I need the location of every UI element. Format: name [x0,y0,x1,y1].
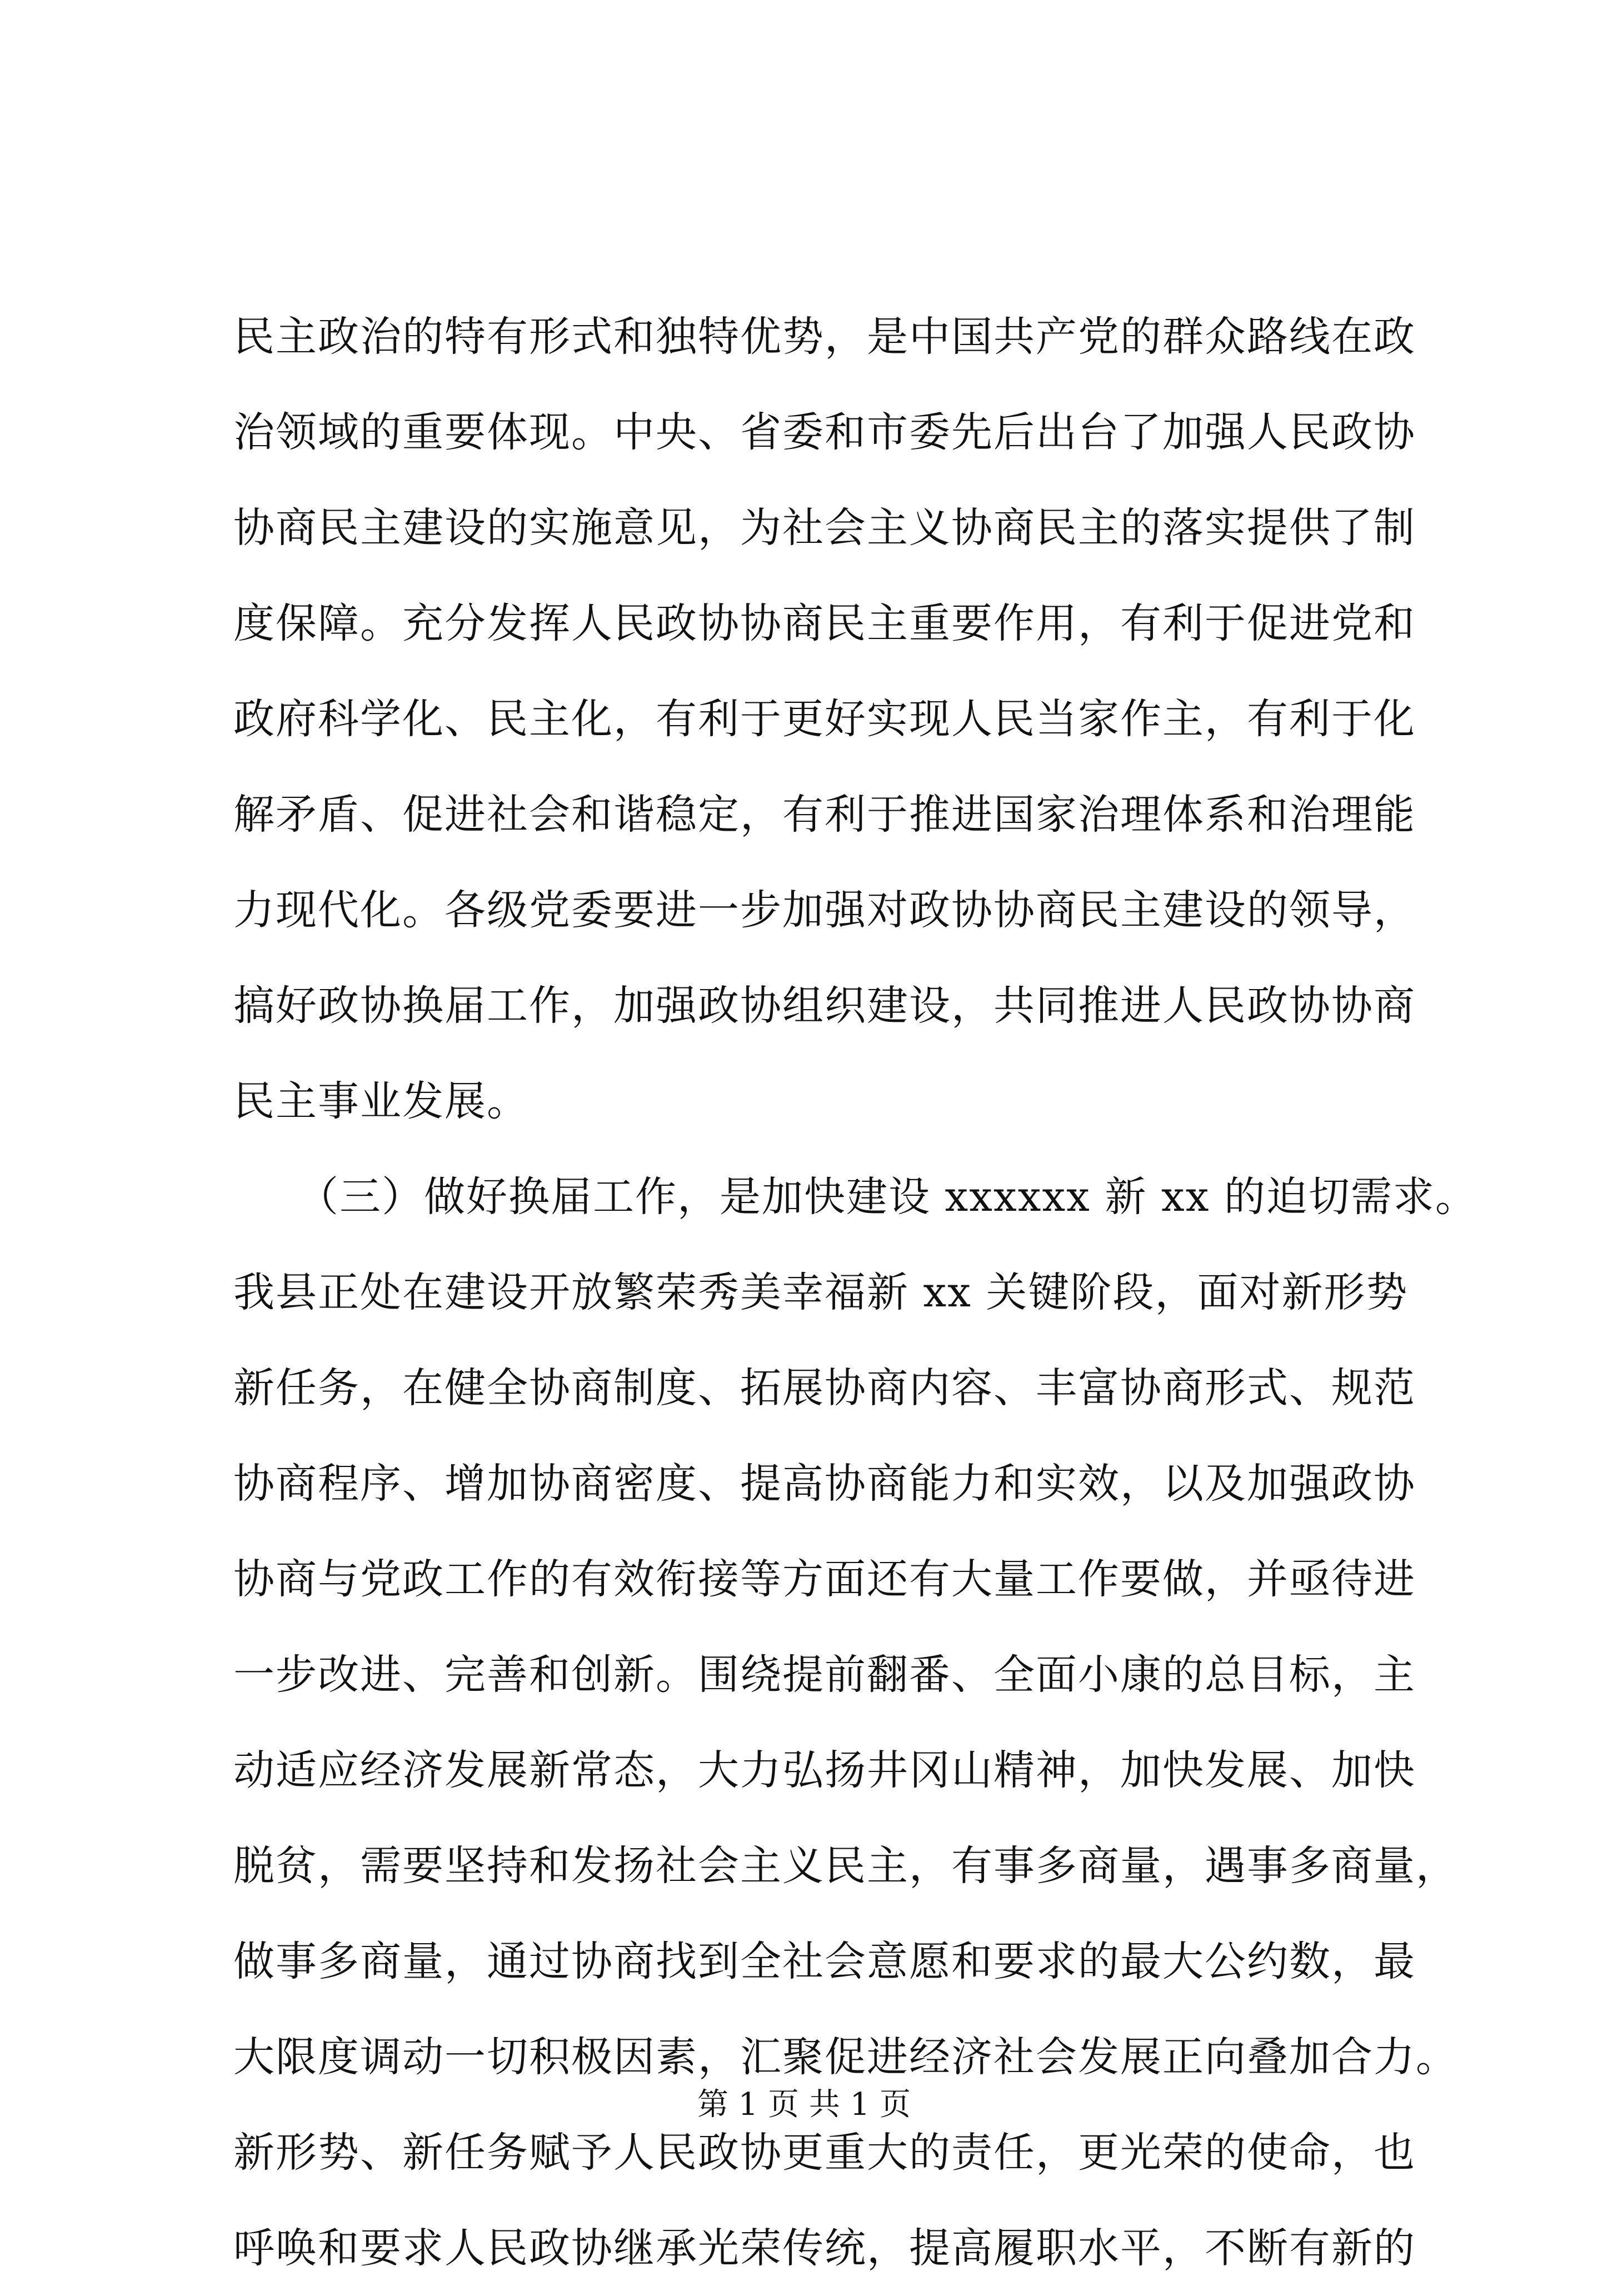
text-line: 协商民主建设的实施意见，为社会主义协商民主的落实提供了制 [233,504,1416,552]
text-line: 治领域的重要体现。中央、省委和市委先后出台了加强人民政协 [233,408,1416,456]
document-body [233,289,1477,2296]
text-line: 做事多商量，通过协商找到全社会意愿和要求的最大公约数，最 [233,1938,1416,1985]
text-line: 协商程序、增加协商密度、提高协商能力和实效，以及加强政协 [233,1460,1416,1508]
text-line: 我县正处在建设开放繁荣秀美幸福新 xx 关键阶段，面对新形势 [233,1269,1409,1316]
text-line: 协商与党政工作的有效衔接等方面还有大量工作要做，并亟待进 [233,1555,1416,1603]
text-line: 新形势、新任务赋予人民政协更重大的责任，更光荣的使命，也 [233,2129,1416,2177]
text-line: 呼唤和要求人民政协继承光荣传统，提高履职水平，不断有新的 [233,2224,1416,2272]
text-line: 民主事业发展。 [233,1077,529,1125]
text-line: 动适应经济发展新常态，大力弘扬井冈山精神，加快发展、加快 [233,1746,1416,1794]
text-line: 度保障。充分发挥人民政协协商民主重要作用，有利于促进党和 [233,600,1416,647]
text-line: 一步改进、完善和创新。围绕提前翻番、全面小康的总目标，主 [233,1651,1416,1699]
text-line: 政府科学化、民主化，有利于更好实现人民当家作主，有利于化 [233,695,1416,743]
text-line: 大限度调动一切积极因素，汇聚促进经济社会发展正向叠加合力。 [233,2033,1458,2081]
text-line: 新任务，在健全协商制度、拓展协商内容、丰富协商形式、规范 [233,1364,1416,1412]
text-line: 搞好政协换届工作，加强政协组织建设，共同推进人民政协协商 [233,982,1416,1030]
section-heading-line: （三）做好换届工作，是加快建设 xxxxxx 新 xx 的迫切需求。 [233,1173,1477,1221]
text-line: 解矛盾、促进社会和谐稳定，有利于推进国家治理体系和治理能 [233,791,1416,838]
text-line: 力现代化。各级党委要进一步加强对政协协商民主建设的领导， [233,886,1416,934]
page-number-label: 第 1 页 共 1 页 [697,2087,911,2123]
text-line: 民主政治的特有形式和独特优势，是中国共产党的群众路线在政 [233,313,1416,361]
text-line: 脱贫，需要坚持和发扬社会主义民主，有事多商量，遇事多商量， [233,1842,1458,1890]
page-footer [0,2083,1608,2127]
